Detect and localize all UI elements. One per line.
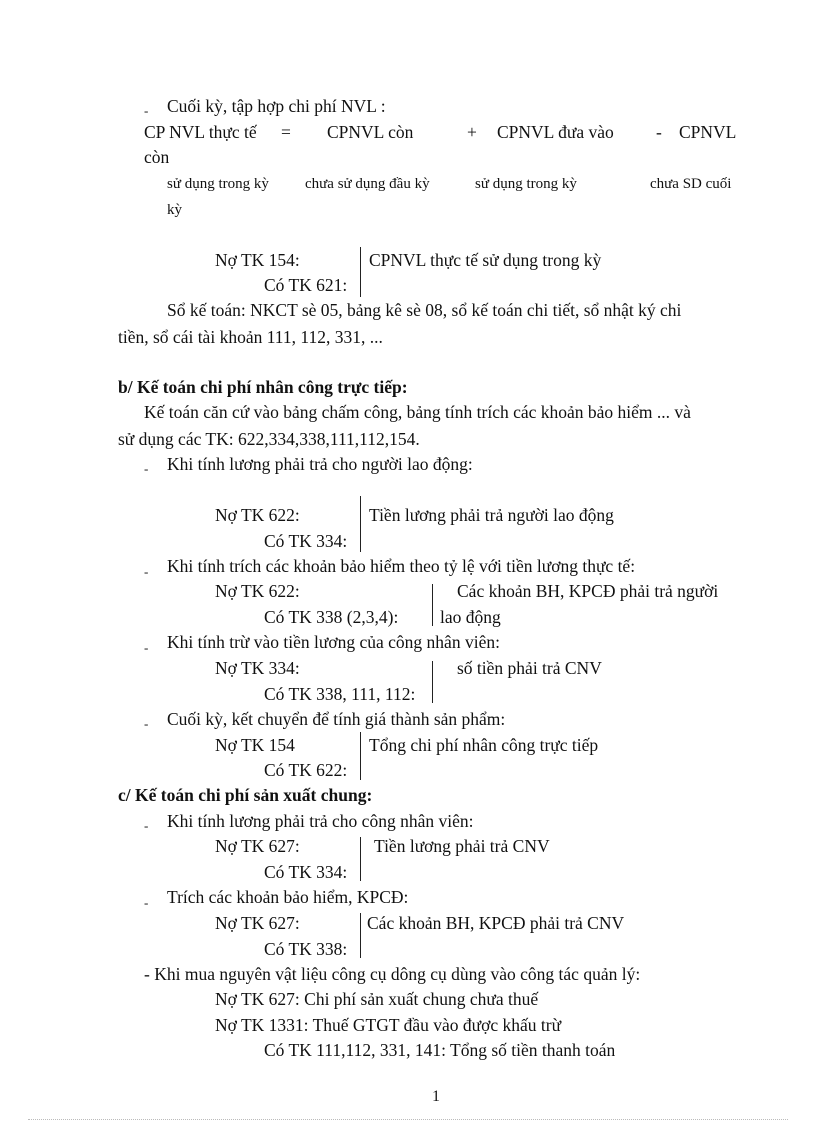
entry-divider [360, 913, 361, 958]
formula-minus: - [656, 122, 662, 142]
purchase-credit: Có TK 111,112, 331, 141: Tổng số tiền thanh toán [264, 1040, 616, 1060]
page-bottom-rule [28, 1119, 788, 1120]
bullet-dash: - [144, 640, 149, 655]
entry-description: Tiền lương phải trả CNV [374, 836, 550, 856]
entry-credit: Có TK 334: [264, 862, 348, 882]
books-line-1: Sổ kế toán: NKCT sè 05, bảng kê sè 08, sổ kế toán chi tiết, sổ nhật ký chi [167, 300, 682, 320]
section-c-heading: c/ Kế toán chi phí sản xuất chung: [118, 785, 373, 805]
formula-eq: = [281, 122, 291, 142]
bullet-dash: - [144, 461, 149, 476]
entry-debit: Nợ TK 622: [215, 505, 300, 525]
c-item-title: Khi tính lương phải trả cho công nhân viên: [167, 811, 474, 831]
entry-divider [360, 496, 361, 552]
entry-debit: Nợ TK 622: [215, 581, 300, 601]
b-item-title: Khi tính trích các khoản bảo hiểm theo tỷ lệ với tiền lương thực tế: [167, 556, 636, 576]
formula-term-1: CPNVL còn [327, 122, 414, 142]
c-item-title: Trích các khoản bảo hiểm, KPCĐ: [167, 887, 409, 907]
formula-term-2: CPNVL đưa vào [497, 122, 614, 142]
entry-description-wrap: lao động [440, 607, 501, 627]
entry-description: Các khoản BH, KPCĐ phải trả CNV [367, 913, 625, 933]
entry-debit: Nợ TK 334: [215, 658, 300, 678]
b-item-title: Cuối kỳ, kết chuyển để tính giá thành sản phẩm: [167, 709, 506, 729]
bullet-dash: - [144, 895, 149, 910]
entry-credit: Có TK 622: [264, 760, 348, 780]
entry-divider [432, 661, 433, 703]
bullet-dash: - [144, 716, 149, 731]
page-number: 1 [432, 1088, 440, 1105]
entry-debit: Nợ TK 154 [215, 735, 295, 755]
entry-debit: Nợ TK 627: [215, 836, 300, 856]
purchase-debit-1: Nợ TK 627: Chi phí sản xuất chung chưa thuế [215, 989, 539, 1009]
entry-debit: Nợ TK 627: [215, 913, 300, 933]
bullet-dash: - [144, 103, 149, 118]
entry-credit: Có TK 334: [264, 531, 348, 551]
formula-term-3: CPNVL [679, 122, 737, 142]
formula-wrap: còn [144, 147, 170, 167]
entry-description: Tiền lương phải trả người lao động [369, 505, 614, 525]
entry-credit: Có TK 338, 111, 112: [264, 684, 416, 704]
purchase-debit-2: Nợ TK 1331: Thuế GTGT đầu vào được khấu trừ [215, 1015, 562, 1035]
bullet-dash: - [144, 818, 149, 833]
entry-divider [432, 584, 433, 626]
entry-description: CPNVL thực tế sử dụng trong kỳ [369, 250, 602, 270]
formula-sub-3: chưa SD cuối [650, 176, 732, 192]
formula-sub-wrap: kỳ [167, 202, 182, 218]
entry-debit: Nợ TK 154: [215, 250, 300, 270]
b-item-title: Khi tính trừ vào tiền lương của công nhân viên: [167, 632, 500, 652]
formula-left: CP NVL thực tế [144, 122, 257, 142]
entry-credit: Có TK 621: [264, 275, 348, 295]
formula-sub-2: sử dụng trong kỳ [475, 176, 577, 192]
formula-sub-0: sử dụng trong kỳ [167, 176, 269, 192]
section-b-intro-2: sử dụng các TK: 622,334,338,111,112,154. [118, 429, 420, 449]
books-line-2: tiền, sổ cái tài khoản 111, 112, 331, ... [118, 327, 383, 347]
entry-description: Các khoản BH, KPCĐ phải trả người [457, 581, 719, 601]
entry-credit: Có TK 338: [264, 939, 348, 959]
bullet-dash: - [144, 564, 149, 579]
entry-description: Tổng chi phí nhân công trực tiếp [369, 735, 599, 755]
formula-sub-1: chưa sử dụng đầu kỳ [305, 176, 430, 192]
part-a-intro: Cuối kỳ, tập hợp chi phí NVL : [167, 96, 386, 116]
b-item-title: Khi tính lương phải trả cho người lao động: [167, 454, 473, 474]
entry-description: số tiền phải trả CNV [457, 658, 602, 678]
formula-plus: + [467, 122, 477, 142]
entry-divider [360, 247, 361, 297]
section-b-heading: b/ Kế toán chi phí nhân công trực tiếp: [118, 377, 408, 397]
entry-divider [360, 732, 361, 780]
section-b-intro-1: Kế toán căn cứ vào bảng chấm công, bảng tính trích các khoản bảo hiểm ... và [144, 402, 691, 422]
entry-divider [360, 837, 361, 881]
entry-credit: Có TK 338 (2,3,4): [264, 607, 399, 627]
purchase-title: - Khi mua nguyên vật liệu công cụ dông cụ dùng vào công tác quản lý: [144, 964, 641, 984]
